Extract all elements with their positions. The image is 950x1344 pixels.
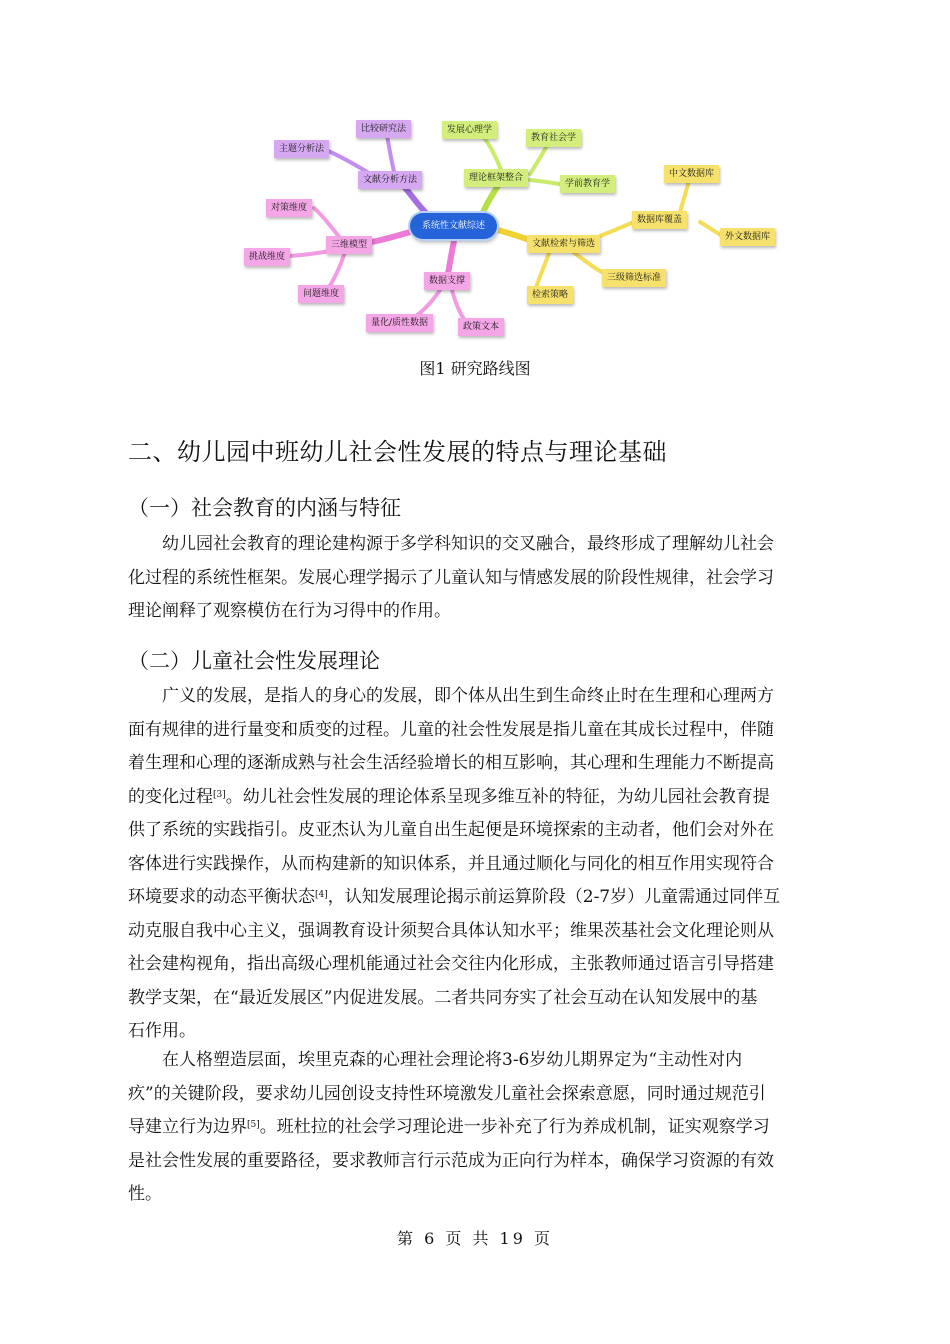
text-line: 客体进行实践操作，从而构建新的知识体系，并且通过顺化与同化的相互作用实现符合 [128,853,774,874]
mindmap-center-node: 系统性文献综述 [410,213,497,239]
text-line: 广义的发展，是指人的身心的发展，即个体从出生到生命终止时在生理和心理两方 [162,686,774,706]
text-line: 性。 [128,1184,162,1204]
citation-4[interactable]: [4] [315,890,328,900]
node-literature-analysis: 文献分析方法 [358,171,422,189]
text-line: 着生理和心理的逐渐成熟与社会生活经验增长的相互影响，其心理和生理能力不断提高 [128,753,774,773]
subsection-title-2: （二）儿童社会性发展理论 [128,649,380,673]
node-preschool-education: 学前教育学 [560,175,615,193]
text-line: 疚”的关键阶段，要求幼儿园创设支持性环境激发儿童社会探索意愿，同时通过规范引 [128,1083,766,1104]
paragraph-personality [128,1044,858,1212]
node-data-support: 数据支撑 [424,272,470,290]
node-challenge-dimension: 挑战维度 [244,248,290,266]
section-title: 二、幼儿园中班幼儿社会性发展的特点与理论基础 [128,438,667,466]
node-3d-model: 三维模型 [326,236,372,254]
text-fragment: 。幼儿社会性发展的理论体系呈现多维互补的特征，为幼儿园社会教育提 [225,786,770,807]
text-fragment: 环境要求的动态平衡状态 [128,887,315,907]
text-line [128,781,858,815]
node-developmental-psychology: 发展心理学 [442,121,497,139]
text-fragment: ，认知发展理论揭示前运算阶段（2-7岁）儿童需通过同伴互 [327,887,781,907]
node-problem-dimension: 问题维度 [298,285,344,303]
text-line [128,881,858,915]
text-fragment: 。班杜拉的社会学习理论进一步补充了行为养成机制，证实观察学习 [259,1117,770,1137]
paragraph-development-theory [128,680,858,1049]
node-chinese-database: 中文数据库 [664,165,719,183]
text-line: 在人格塑造层面，埃里克森的心理社会理论将3-6岁幼儿期界定为“主动性对内 [162,1050,743,1070]
text-fragment: 导建立行为边界 [128,1117,247,1137]
node-strategy-dimension: 对策维度 [266,199,312,217]
node-quant-qual-data: 量化/质性数据 [366,314,433,332]
text-fragment: 的变化过程 [128,786,213,807]
text-line: 动克服自我中心主义，强调教育设计须契合具体认知水平；维果茨基社会文化理论则从 [128,920,774,941]
node-search-strategy: 检索策略 [527,286,573,304]
text-line: 石作用。 [128,1021,196,1041]
subsection-title-1: （一）社会教育的内涵与特征 [128,496,401,520]
text-line: 化过程的系统性框架。发展心理学揭示了儿童认知与情感发展的阶段性规律，社会学习 [128,567,774,588]
node-theory-framework: 理论框架整合 [464,169,528,187]
page-footer: 第 6 页 共 19 页 [397,1229,553,1248]
citation-3[interactable]: [3] [213,789,226,800]
node-educational-sociology: 教育社会学 [526,129,581,147]
node-database-coverage: 数据库覆盖 [632,211,687,229]
node-foreign-database: 外文数据库 [720,228,775,246]
research-roadmap-mindmap [240,110,800,346]
text-line: 教学支架，在“最近发展区”内促进发展。二者共同夯实了社会互动在认知发展中的基 [128,987,758,1008]
node-comparative-method: 比较研究法 [356,120,411,138]
text-line: 理论阐释了观察模仿在行为习得中的作用。 [128,601,451,621]
text-line: 幼儿园社会教育的理论建构源于多学科知识的交叉融合，最终形成了理解幼儿社会 [162,534,774,554]
text-line: 是社会性发展的重要路径，要求教师言行示范成为正向行为样本，确保学习资源的有效 [128,1150,774,1171]
node-literature-search: 文献检索与筛选 [527,235,600,253]
node-policy-text: 政策文本 [458,318,504,336]
text-line: 供了系统的实践指引。皮亚杰认为儿童自出生起便是环境探索的主动者，他们会对外在 [128,820,774,840]
text-line: 面有规律的进行量变和质变的过程。儿童的社会性发展是指儿童在其成长过程中，伴随 [128,719,774,740]
node-three-level-criteria: 三级筛选标准 [602,269,666,287]
paragraph-social-education [128,528,858,629]
figure-caption: 图1 研究路线图 [419,359,531,378]
text-line [128,1111,858,1145]
citation-5[interactable]: [5] [247,1120,260,1130]
text-line: 社会建构视角，指出高级心理机能通过社会交往内化形成，主张教师通过语言引导搭建 [128,954,774,974]
node-thematic-analysis: 主题分析法 [274,140,329,158]
